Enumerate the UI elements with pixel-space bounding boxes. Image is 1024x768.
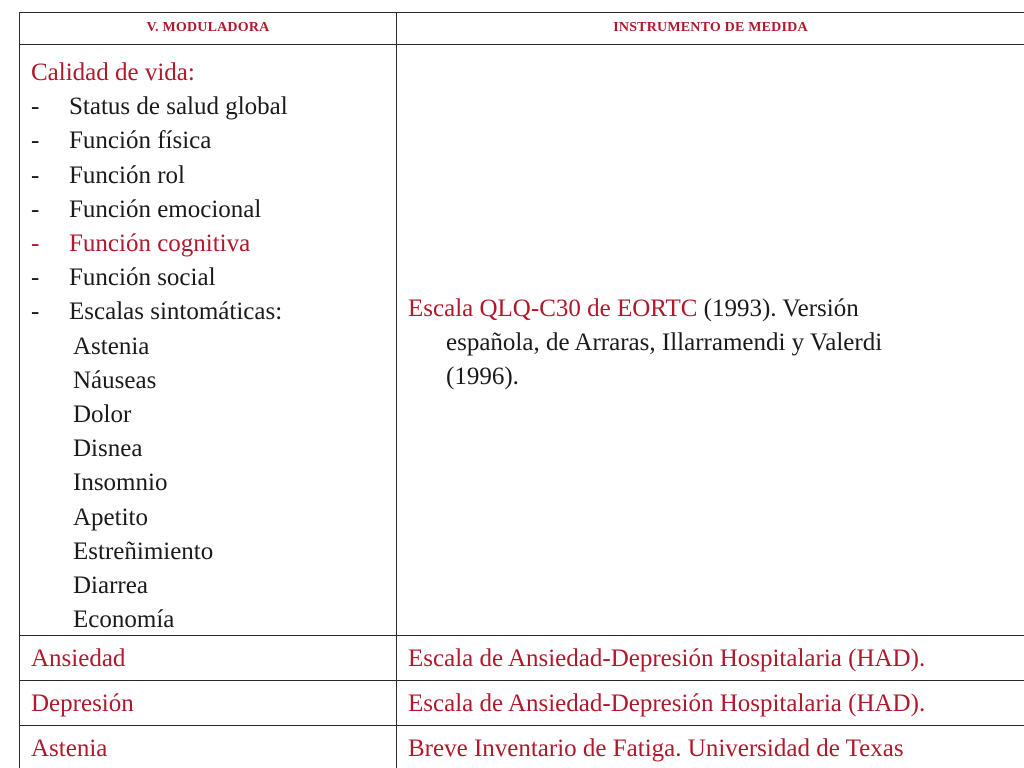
list-item: - Status de salud global xyxy=(31,90,386,124)
row-divider-3 xyxy=(19,725,1024,726)
instrument-anxiety: Escala de Ansiedad-Depresión Hospitalaria (HAD). xyxy=(408,645,926,672)
instrument-name: Escala QLQ-C30 de EORTC xyxy=(408,295,698,322)
variable-asthenia: Astenia xyxy=(31,735,108,762)
variable-anxiety: Ansiedad xyxy=(31,645,126,672)
list-item: - Función rol xyxy=(31,159,386,193)
list-item: - Escalas sintomáticas: xyxy=(31,295,386,329)
symptom-item: Disnea xyxy=(73,435,143,463)
symptom-item: Diarrea xyxy=(73,572,148,600)
list-item-label: Función rol xyxy=(69,161,185,189)
list-item: - Función emocional xyxy=(31,193,386,227)
table-left-border xyxy=(19,12,20,768)
quality-of-life-cell xyxy=(31,56,386,637)
header-bottom-border xyxy=(19,44,1024,45)
instrument-line-1 xyxy=(408,292,1008,326)
header-instrument: INSTRUMENTO DE MEDIDA xyxy=(613,20,808,35)
list-item-label: Status de salud global xyxy=(69,93,288,121)
instrument-asthenia: Breve Inventario de Fatiga. Universidad de Texas xyxy=(408,735,904,762)
symptom-item: Apetito xyxy=(73,503,148,531)
list-item: - Función social xyxy=(31,261,386,295)
symptom-item: Estreñimiento xyxy=(73,537,214,565)
instrument-line-2: española, de Arraras, Illarramendi y Valerdi xyxy=(446,329,883,356)
list-item-highlighted: - Función cognitiva xyxy=(31,227,386,261)
instrument-depression: Escala de Ansiedad-Depresión Hospitalaria (HAD). xyxy=(408,690,926,717)
symptom-item: Náuseas xyxy=(73,366,157,394)
quality-of-life-instrument xyxy=(408,292,1008,394)
header-variable: V. MODULADORA xyxy=(146,20,270,35)
list-item-label: Función física xyxy=(69,127,212,155)
list-item: - Función física xyxy=(31,124,386,158)
row-divider-2 xyxy=(19,680,1024,681)
list-item-label: Función social xyxy=(69,264,216,292)
quality-of-life-title: Calidad de vida: xyxy=(31,59,195,86)
symptom-item: Astenia xyxy=(73,332,150,360)
instrument-line-3: (1996). xyxy=(446,363,519,390)
column-divider xyxy=(396,12,397,768)
symptom-item: Dolor xyxy=(73,401,132,429)
list-item-label: Escalas sintomáticas: xyxy=(69,298,283,326)
symptom-item: Insomnio xyxy=(73,469,168,497)
instrument-year: (1993). Versión xyxy=(697,295,859,322)
list-item-label: Función emocional xyxy=(69,195,262,223)
symptom-item: Economía xyxy=(73,606,175,634)
variable-depression: Depresión xyxy=(31,690,134,717)
list-item-label: Función cognitiva xyxy=(69,230,251,258)
